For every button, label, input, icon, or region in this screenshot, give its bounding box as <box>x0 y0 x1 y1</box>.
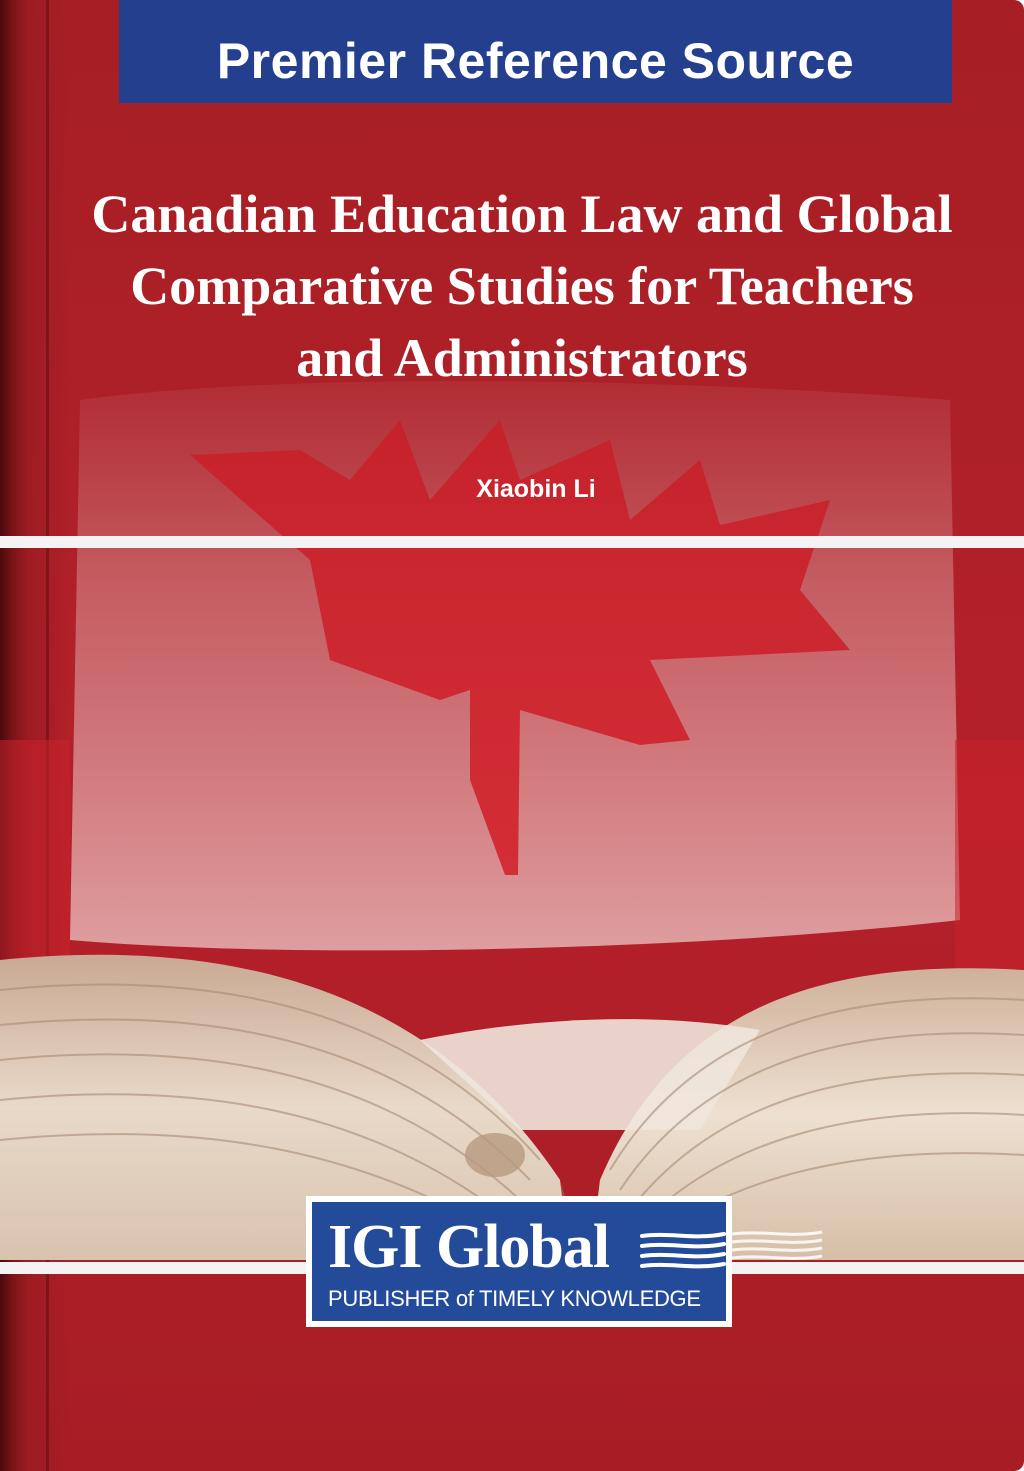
banner-label: Premier Reference Source <box>216 32 855 89</box>
maple-leaf-flag-illustration <box>0 360 1024 980</box>
book-title <box>20 178 1024 394</box>
author-name: Xiaobin Li <box>476 475 596 503</box>
premier-reference-banner <box>119 0 952 103</box>
publisher-name: IGI Global <box>328 1213 610 1281</box>
white-stripe-top <box>0 536 1024 548</box>
title-line-2: Comparative Studies for Teachers <box>130 256 914 316</box>
publisher-logo <box>306 1196 732 1327</box>
igi-global-wave-icon <box>640 1230 726 1270</box>
publisher-tagline: PUBLISHER of TIMELY KNOWLEDGE <box>328 1286 701 1311</box>
publisher-logo-panel <box>312 1202 726 1321</box>
title-line-1: Canadian Education Law and Global <box>91 184 953 244</box>
title-line-3: and Administrators <box>296 328 748 388</box>
logo-wave-tail <box>732 1228 824 1264</box>
